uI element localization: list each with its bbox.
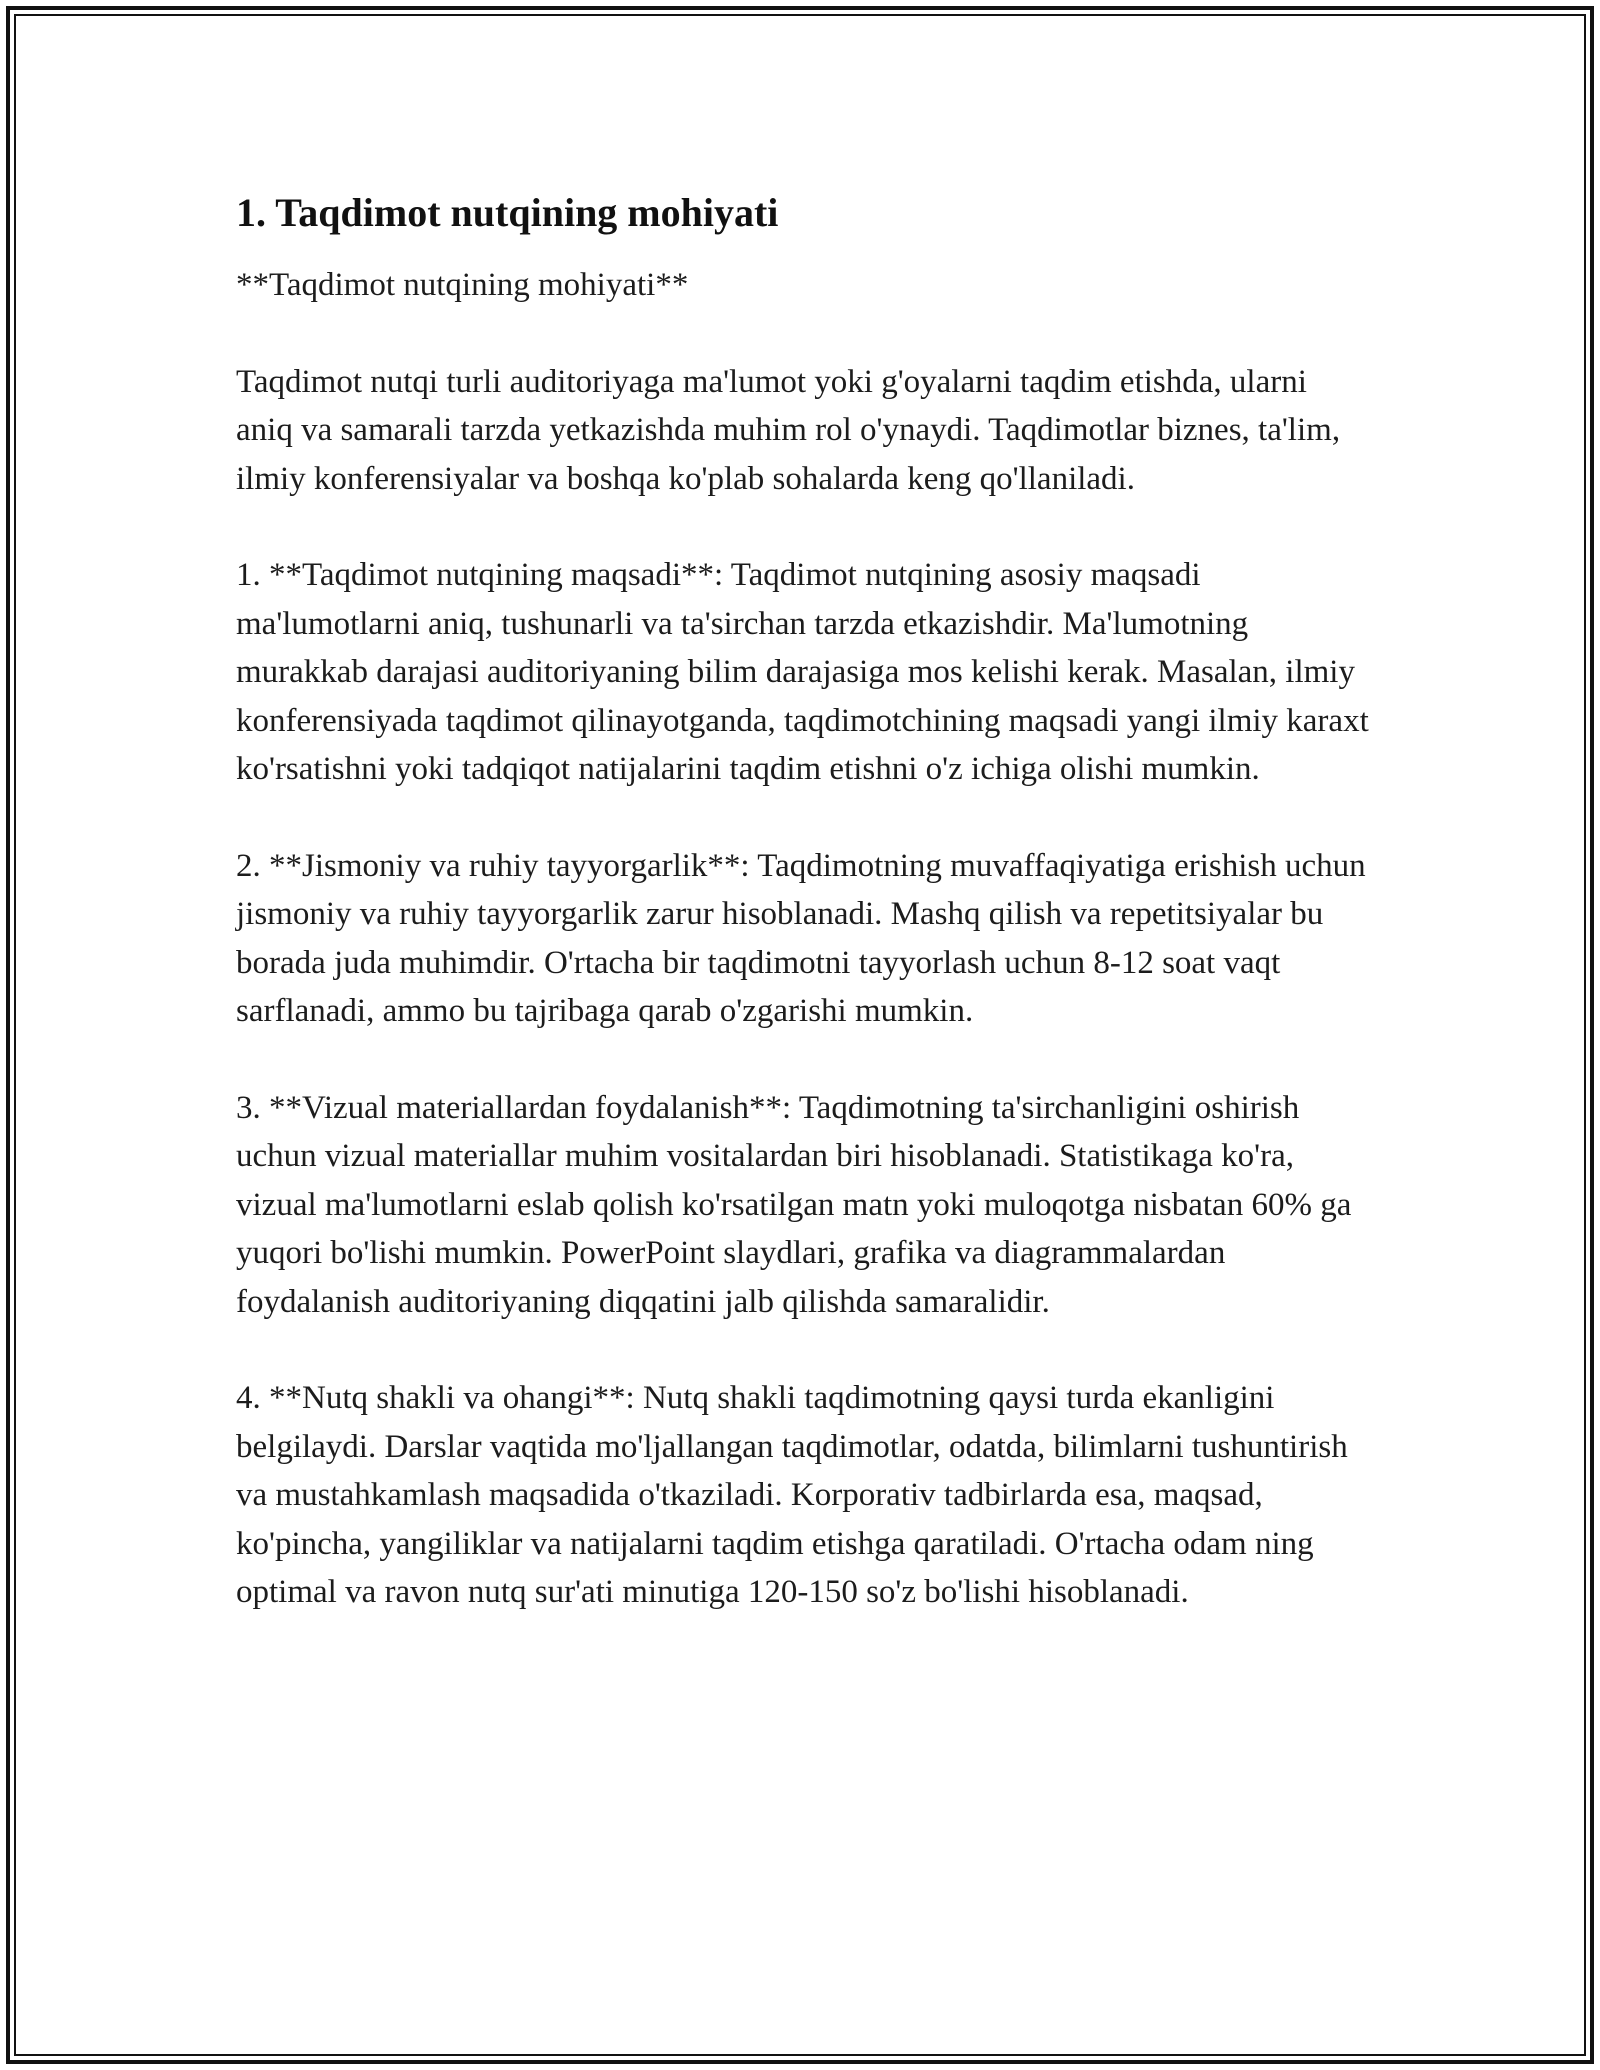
- paragraph-maqsadi: 1. **Taqdimot nutqining maqsadi**: Taqdimot nutqining asosiy maqsadi ma'lumotlarni aniq, tushunarli va ta'sirchan tarzda etkazishdir. Ma'lumotning murakkab darajasi auditoriyaning bilim darajasiga mos kelishi kerak. Masalan, ilmiy konferensiyada taqdimot qilinayotganda, taqdimotchining maqsadi yangi ilmiy karaxt ko'rsatishni yoki tadqiqot natijalarini taqdim etishni o'z ichiga olishi mumkin.: [236, 557, 1369, 787]
- document-subtitle: **Taqdimot nutqining mohiyati**: [236, 267, 689, 303]
- document-title: 1. Taqdimot nutqining mohiyati: [236, 190, 779, 235]
- intro-paragraph: Taqdimot nutqi turli auditoriyaga ma'lumot yoki g'oyalarni taqdim etishda, ularni aniq va samarali tarzda yetkazishda muhim rol o'ynaydi. Taqdimotlar biznes, ta'lim, ilmiy konferensiyalar va boshqa ko'plab sohalarda keng qo'llaniladi.: [236, 363, 1341, 497]
- document-body: [236, 185, 1371, 1665]
- paragraph-tayyorgarlik: 2. **Jismoniy va ruhiy tayyorgarlik**: Taqdimotning muvaffaqiyatiga erishish uchun jismoniy va ruhiy tayyorgarlik zarur hisoblanadi. Mashq qilish va repetitsiyalar bu borada juda muhimdir. O'rtacha bir taqdimotni tayyorlash uchun 8-12 soat vaqt sarflanadi, ammo bu tajribaga qarab o'zgarishi mumkin.: [236, 847, 1366, 1029]
- paragraph-nutq-shakli: 4. **Nutq shakli va ohangi**: Nutq shakli taqdimotning qaysi turda ekanligini belgilaydi. Darslar vaqtida mo'ljallangan taqdimotlar, odatda, bilimlarni tushuntirish va mustahkamlash maqsadida o'tkaziladi. Korporativ tadbirlarda esa, maqsad, ko'pincha, yangiliklar va natijalarni taqdim etishga qaratiladi. O'rtacha odam ning optimal va ravon nutq sur'ati minutiga 120-150 so'z bo'lishi hisoblanadi.: [236, 1380, 1348, 1610]
- paragraph-vizual-materiallar: 3. **Vizual materiallardan foydalanish**: Taqdimotning ta'sirchanligini oshirish uchun vizual materiallar muhim vositalardan biri hisoblanadi. Statistikaga ko'ra, vizual ma'lumotlarni eslab qolish ko'rsatilgan matn yoki muloqotga nisbatan 60% ga yuqori bo'lishi mumkin. PowerPoint slaydlari, grafika va diagrammalardan foydalanish auditoriyaning diqqatini jalb qilishda samaralidir.: [236, 1089, 1352, 1320]
